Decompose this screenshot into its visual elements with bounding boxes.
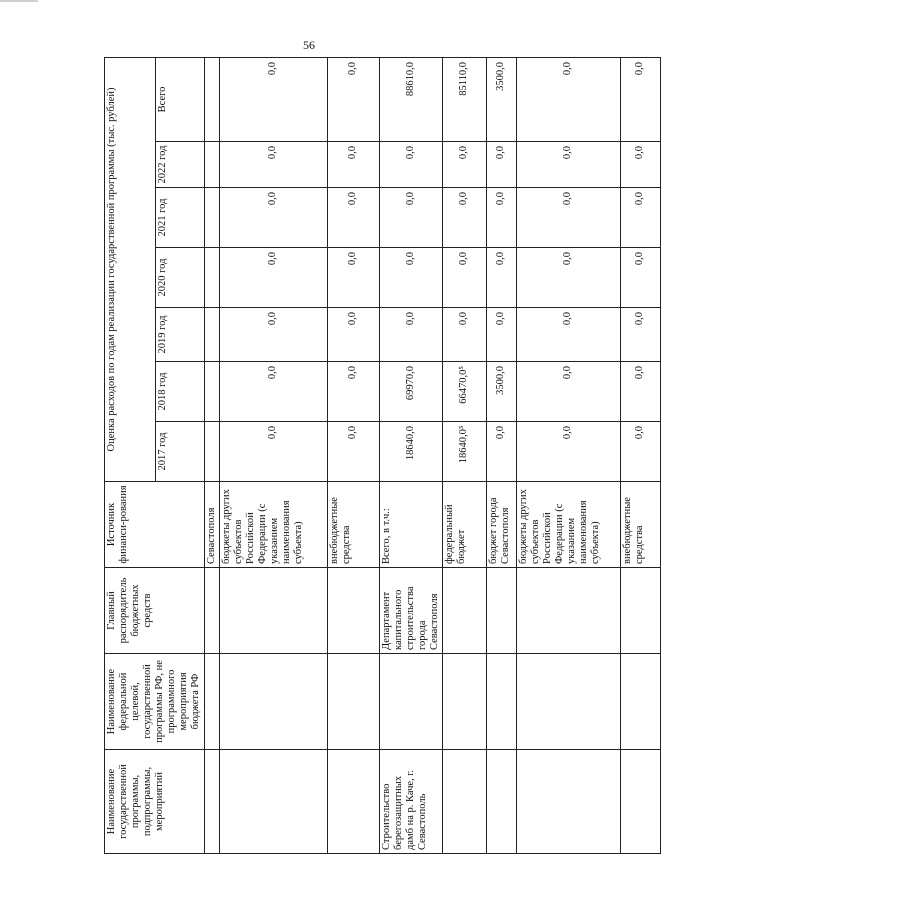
cell-funding-source: внебюджетные средства [327,482,379,568]
cell-federal-program [204,654,219,750]
header-program-name: Наименование государственной программы, подпрограммы, мероприятий [105,750,205,854]
cell-budget-manager: Департамент капитального строительства города Севастополя [379,568,442,654]
cell-federal-program [442,654,486,750]
cell-amount: 0,0 [219,188,327,248]
cell-federal-program [486,654,516,750]
cell-amount: 0,0 [486,422,516,482]
cell-program-name [204,750,219,854]
cell-amount [204,308,219,362]
cell-program-name [219,750,327,854]
cell-amount: 0,0 [486,248,516,308]
cell-amount: 0,0 [379,188,442,248]
cell-budget-manager [442,568,486,654]
table-row [204,57,219,853]
cell-amount: 0,0 [486,188,516,248]
cell-budget-manager [486,568,516,654]
cell-amount: 0,0 [516,308,620,362]
cell-amount [204,142,219,188]
cell-amount: 0,0 [219,422,327,482]
cell-amount: 0,0 [219,248,327,308]
cell-amount: 0,0 [486,308,516,362]
scan-edge-mark [0,0,38,2]
cell-amount: 0,0 [219,308,327,362]
cell-amount: 0,0 [379,142,442,188]
cell-budget-manager [516,568,620,654]
cell-program-name [516,750,620,854]
cell-amount: 0,0 [516,422,620,482]
cell-amount [204,248,219,308]
table-row [516,57,620,853]
cell-amount: 85110,0 [442,57,486,141]
cell-amount: 0,0 [620,188,660,248]
cell-funding-source: внебюджетные средства [620,482,660,568]
cell-amount: 0,0 [327,422,379,482]
header-budget-manager: Главный распорядитель бюджетных средств [105,568,205,654]
header-year: 2021 год [155,188,204,248]
cell-amount: 0,0 [620,57,660,141]
header-year: 2019 год [155,308,204,362]
rotated-table-wrapper [104,58,900,850]
table-row [219,57,327,853]
cell-amount: 0,0 [442,308,486,362]
cell-amount: 88610,0 [379,57,442,141]
cell-amount: 0,0 [219,57,327,141]
cell-amount: 0,0 [486,142,516,188]
cell-amount: 0,0 [219,362,327,422]
cell-program-name [486,750,516,854]
cell-amount: 0,0 [442,188,486,248]
cell-federal-program [379,654,442,750]
header-federal-program: Наименование федеральной целевой, государственной программы РФ, не программного мероприятия бюджета РФ [105,654,205,750]
cell-amount: 18640,0³ [442,422,486,482]
cell-amount: 18640,0 [379,422,442,482]
cell-budget-manager [219,568,327,654]
header-year: 2020 год [155,248,204,308]
cell-amount: 0,0 [219,142,327,188]
cell-program-name: Строительство берегозащитных дамб на р. Каче, г. Севастополь [379,750,442,854]
cell-funding-source: бюджеты других субъектов Российской Федерации (с указанием наименования субъекта) [516,482,620,568]
page-number: 56 [303,38,315,52]
cell-funding-source: федеральный бюджет [442,482,486,568]
cell-budget-manager [204,568,219,654]
cell-amount: 0,0 [620,308,660,362]
cell-program-name [620,750,660,854]
cell-amount: 0,0 [442,248,486,308]
cell-amount [204,188,219,248]
table-row [486,57,516,853]
cell-amount: 0,0 [327,188,379,248]
cell-funding-source: Севастополя [204,482,219,568]
cell-budget-manager [327,568,379,654]
cell-amount: 0,0 [516,57,620,141]
cell-federal-program [620,654,660,750]
cell-amount: 0,0 [327,308,379,362]
cell-amount: 66470,0⁵ [442,362,486,422]
cell-federal-program [219,654,327,750]
cell-amount: 0,0 [327,362,379,422]
cell-amount: 0,0 [516,188,620,248]
header-year: 2022 год [155,142,204,188]
cell-amount: 0,0 [327,248,379,308]
budget-table [104,57,661,854]
cell-amount: 0,0 [442,142,486,188]
cell-amount: 3500,0 [486,57,516,141]
header-year: 2018 год [155,362,204,422]
cell-federal-program [327,654,379,750]
cell-amount: 3500,0 [486,362,516,422]
cell-amount: 0,0 [379,248,442,308]
cell-amount [204,57,219,141]
table-row [620,57,660,853]
header-total: Всего [155,57,204,141]
cell-amount: 0,0 [620,362,660,422]
cell-amount: 0,0 [379,308,442,362]
cell-program-name [327,750,379,854]
cell-amount: 0,0 [620,248,660,308]
cell-amount: 69970,0 [379,362,442,422]
table-row [379,57,442,853]
cell-budget-manager [620,568,660,654]
cell-amount: 0,0 [620,142,660,188]
cell-funding-source: бюджеты других субъектов Российской Федерации (с указанием наименования субъекта) [219,482,327,568]
cell-amount: 0,0 [516,362,620,422]
table-row [442,57,486,853]
cell-program-name [442,750,486,854]
cell-amount: 0,0 [516,142,620,188]
cell-funding-source: Всего, в т.ч.: [379,482,442,568]
header-year: 2017 год [155,422,204,482]
header-estimate: Оценка расходов по годам реализации государственной программы (тыс. рублей) [105,57,156,481]
cell-amount: 0,0 [327,57,379,141]
cell-amount: 0,0 [620,422,660,482]
table-row [327,57,379,853]
cell-amount: 0,0 [516,248,620,308]
cell-amount [204,422,219,482]
cell-amount [204,362,219,422]
cell-amount: 0,0 [327,142,379,188]
cell-funding-source: бюджет города Севастополя [486,482,516,568]
cell-federal-program [516,654,620,750]
header-funding-source: Источник финанси-рования [105,482,205,568]
